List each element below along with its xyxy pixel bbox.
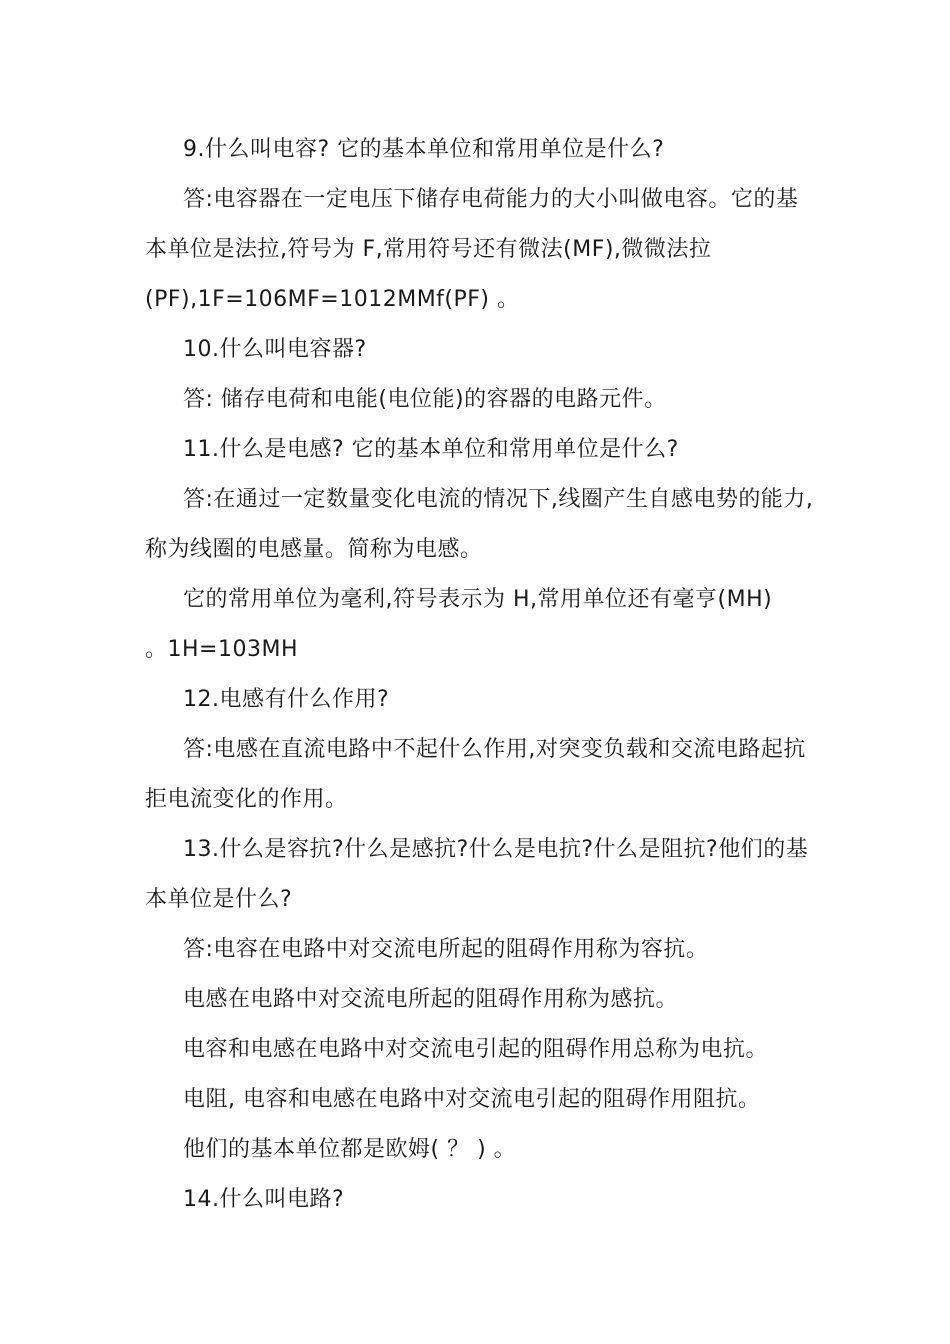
answer-9-line-2: 本单位是法拉,符号为 F,常用符号还有微法(MF),微微法拉 xyxy=(145,237,712,262)
answer-12-line-2: 拒电流变化的作用。 xyxy=(145,787,348,812)
answer-11-line-4: 。1H=103MH xyxy=(145,637,298,662)
answer-13-line-3: 电容和电感在电路中对交流电引起的阻碍作用总称为电抗。 xyxy=(183,1037,769,1062)
answer-11-line-2: 称为线圈的电感量。简称为电感。 xyxy=(145,537,483,562)
answer-11-line-3: 它的常用单位为毫利,符号表示为 H,常用单位还有毫亨(MH) xyxy=(183,587,773,612)
question-11: 11.什么是电感? 它的基本单位和常用单位是什么? xyxy=(183,437,679,462)
answer-13-line-2: 电感在电路中对交流电所起的阻碍作用称为感抗。 xyxy=(183,987,679,1012)
question-10: 10.什么叫电容器? xyxy=(183,337,367,362)
answer-10: 答: 储存电荷和电能(电位能)的容器的电路元件。 xyxy=(183,387,667,412)
question-12: 12.电感有什么作用? xyxy=(183,687,390,712)
answer-13-line-5: 他们的基本单位都是欧姆( ？ ) 。 xyxy=(183,1137,517,1162)
question-13-line-2: 本单位是什么? xyxy=(145,887,293,912)
question-14: 14.什么叫电路? xyxy=(183,1187,345,1212)
answer-9-line-1: 答:电容器在一定电压下储存电荷能力的大小叫做电容。它的基 xyxy=(183,187,799,212)
answer-11-line-1: 答:在通过一定数量变化电流的情况下,线圈产生自感电势的能力, xyxy=(183,487,814,512)
question-9: 9.什么叫电容? 它的基本单位和常用单位是什么? xyxy=(183,137,665,162)
answer-12-line-1: 答:电感在直流电路中不起什么作用,对突变负载和交流电路起抗 xyxy=(183,737,806,762)
question-13-line-1: 13.什么是容抗?什么是感抗?什么是电抗?什么是阻抗?他们的基 xyxy=(183,837,809,862)
answer-13-line-4: 电阻, 电容和电感在电路中对交流电引起的阻碍作用阻抗。 xyxy=(183,1087,761,1112)
answer-9-line-3: (PF),1F=106MF=1012MMf(PF) 。 xyxy=(145,287,520,312)
answer-13-line-1: 答:电容在电路中对交流电所起的阻碍作用称为容抗。 xyxy=(183,937,709,962)
